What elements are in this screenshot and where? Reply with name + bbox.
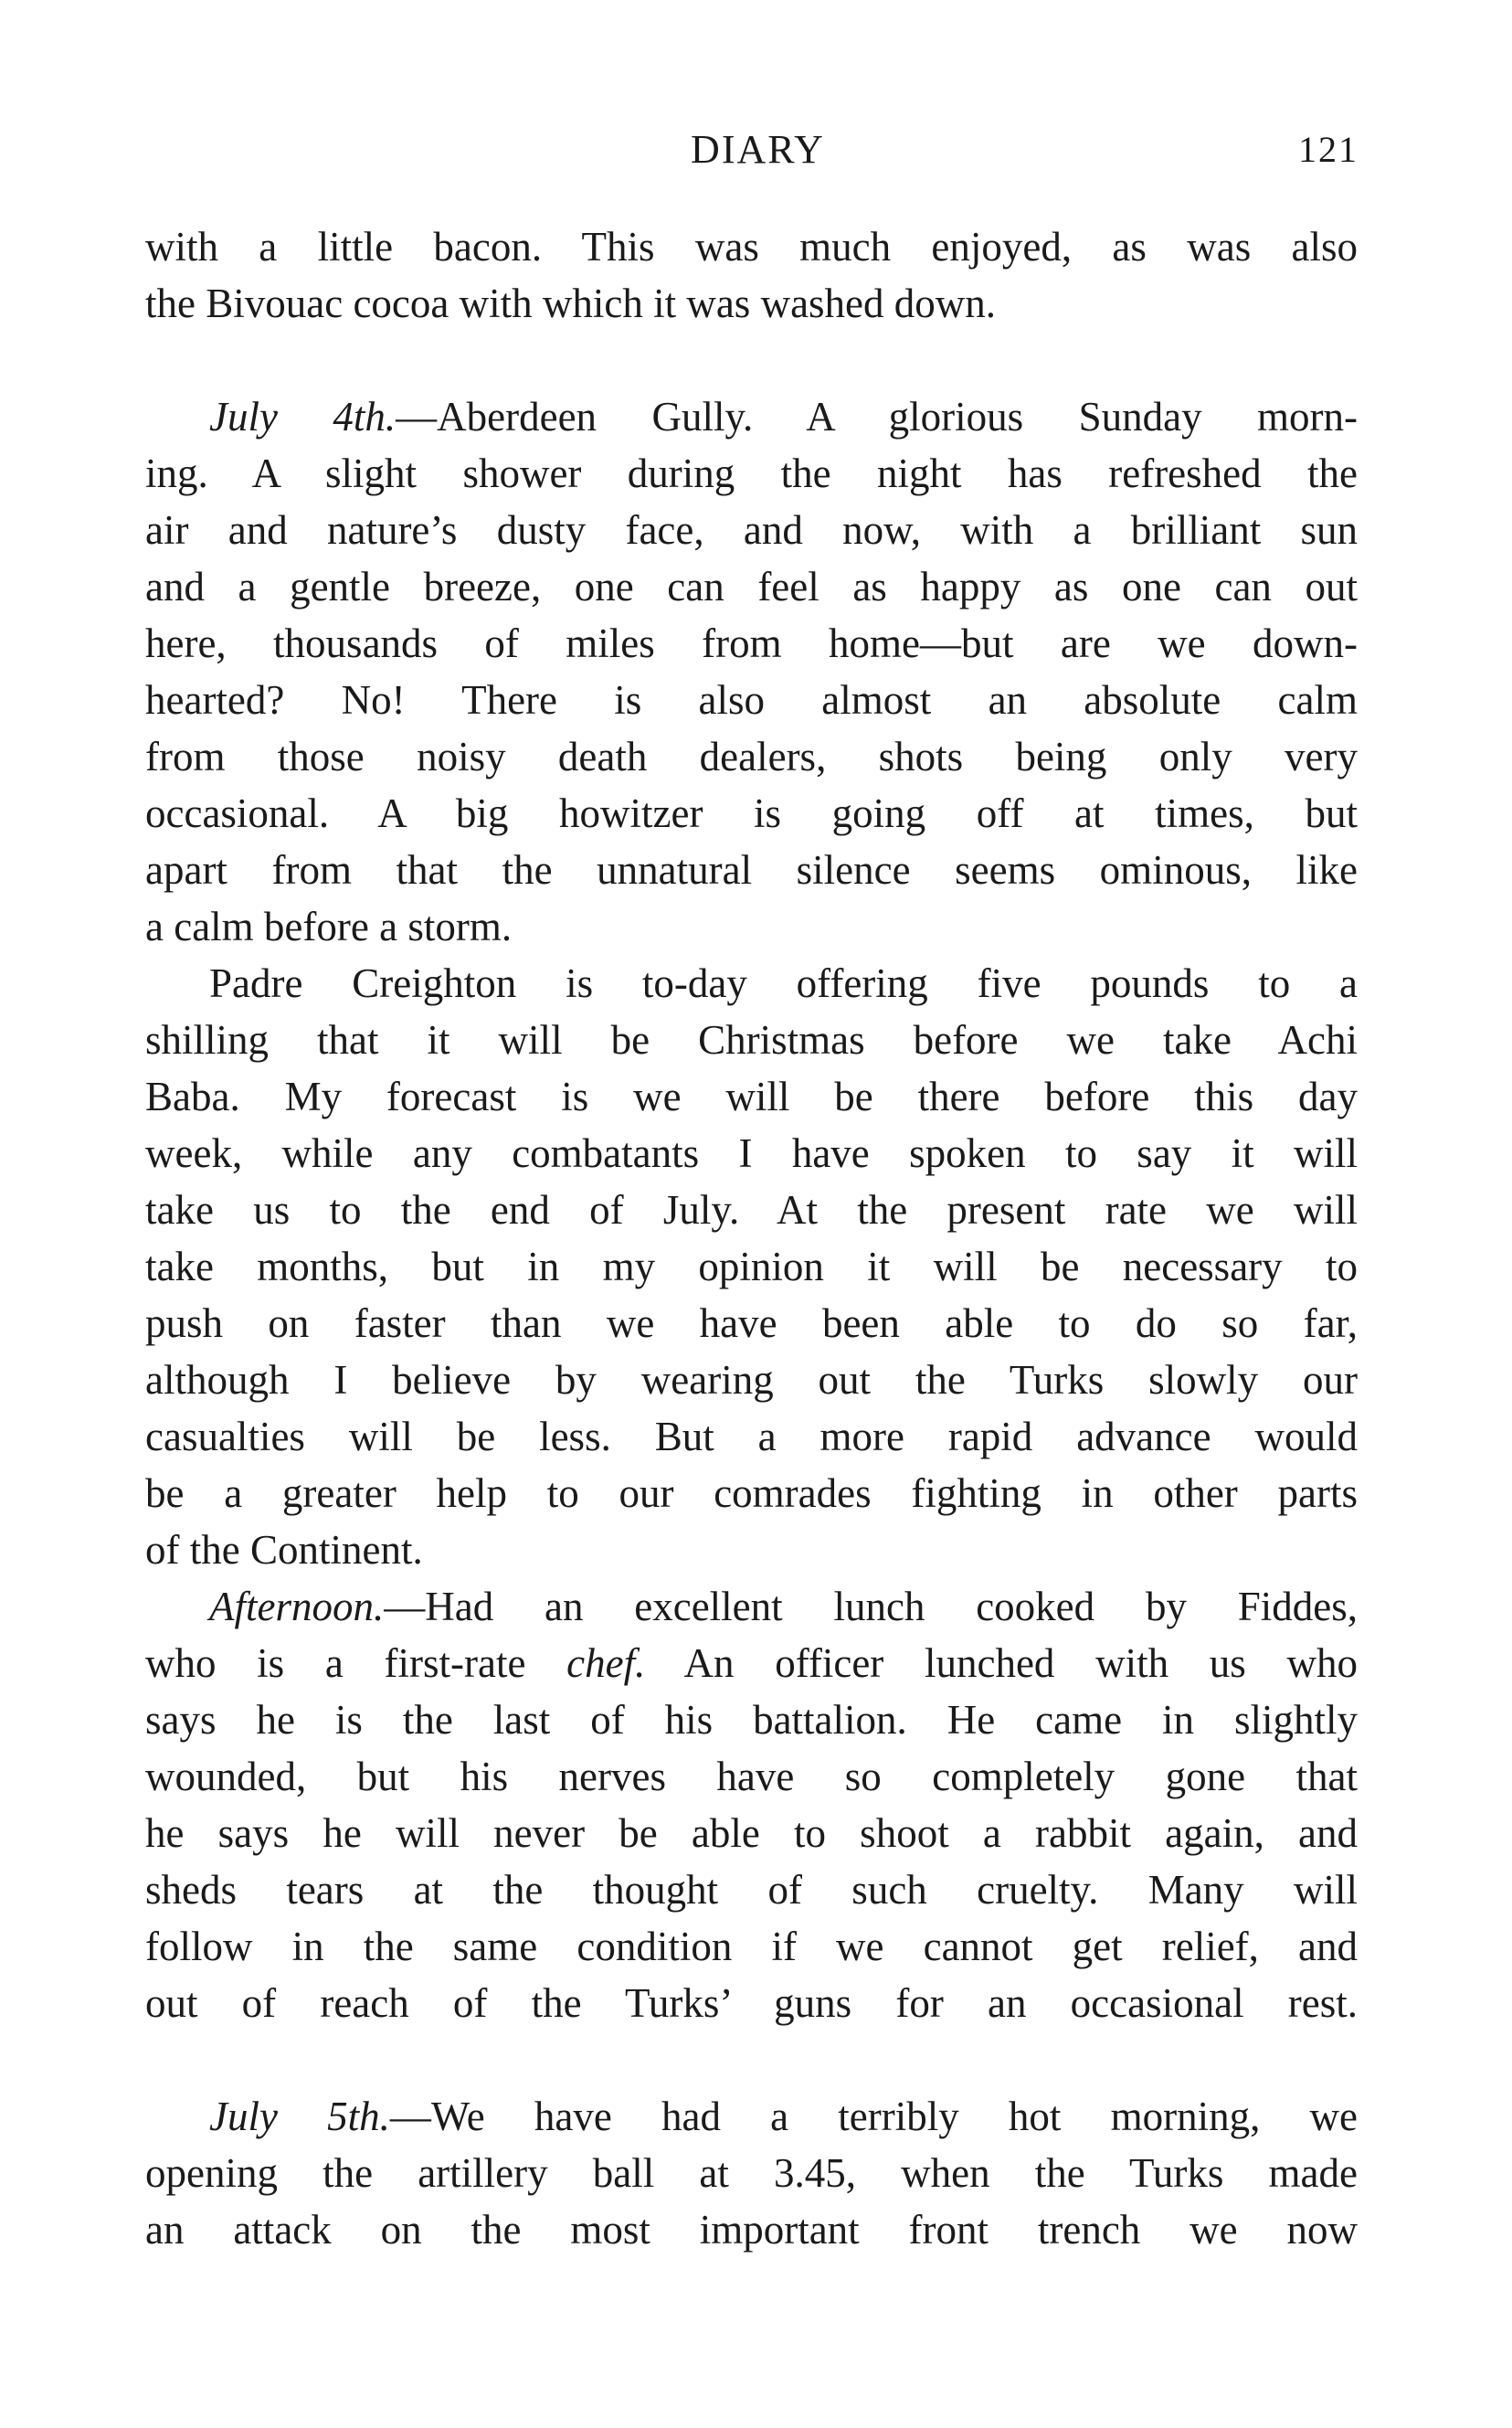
line-text: the Bivouac cocoa with which it was washed down. bbox=[145, 281, 997, 326]
line-text: from those noisy death dealers, shots being only very bbox=[145, 734, 1358, 779]
line-text: An officer lunched with us who bbox=[645, 1640, 1358, 1686]
line-text: —Aberdeen Gully. A glorious Sunday morn- bbox=[396, 394, 1359, 440]
line-text: although I believe by wearing out the Turks slowly our bbox=[145, 1357, 1358, 1403]
text-line bbox=[145, 955, 1358, 1012]
text-line bbox=[145, 1182, 1358, 1238]
text-line bbox=[145, 1352, 1358, 1408]
italic-text: Afternoon. bbox=[209, 1584, 385, 1629]
line-text: here, thousands of miles from home—but are we down- bbox=[145, 620, 1358, 666]
line-text: week, while any combatants I have spoken to say it will bbox=[145, 1130, 1358, 1176]
italic-text: July 4th. bbox=[209, 394, 397, 440]
line-text: apart from that the unnatural silence seems ominous, like bbox=[145, 847, 1358, 893]
text-line bbox=[145, 558, 1358, 615]
text-line bbox=[145, 1521, 1358, 1578]
line-text: follow in the same condition if we cannot get relief, and bbox=[145, 1924, 1358, 1969]
line-text: —Had an excellent lunch cooked by Fiddes, bbox=[384, 1584, 1358, 1629]
text-line bbox=[145, 615, 1358, 672]
running-head-title: DIARY bbox=[691, 127, 825, 172]
line-text: shilling that it will be Christmas before we take Achi bbox=[145, 1017, 1358, 1063]
line-text: push on faster than we have been able to do so far, bbox=[145, 1300, 1358, 1346]
text-line bbox=[145, 2201, 1358, 2258]
text-line bbox=[145, 1635, 1358, 1691]
blank-line bbox=[145, 2031, 1358, 2088]
italic-text: July 5th. bbox=[209, 2094, 390, 2139]
text-line bbox=[145, 1805, 1358, 1861]
line-text: with a little bacon. This was much enjoyed, as was also bbox=[145, 224, 1358, 270]
page-body-text bbox=[145, 218, 1358, 2258]
line-text: ing. A slight shower during the night has refreshed the bbox=[145, 451, 1358, 496]
text-line bbox=[145, 1012, 1358, 1068]
line-text: Baba. My forecast is we will be there before this day bbox=[145, 1074, 1358, 1119]
line-text: who is a first-rate bbox=[145, 1640, 567, 1686]
line-text: out of reach of the Turks’ guns for an occasional rest. bbox=[145, 1980, 1358, 2026]
line-text: sheds tears at the thought of such cruelty. Many will bbox=[145, 1867, 1358, 1913]
text-line bbox=[145, 1465, 1358, 1521]
text-line bbox=[145, 1861, 1358, 1918]
text-line bbox=[145, 1408, 1358, 1465]
line-text: —We have had a terribly hot morning, we bbox=[389, 2094, 1358, 2139]
text-line bbox=[145, 1748, 1358, 1805]
line-text: casualties will be less. But a more rapid advance would bbox=[145, 1414, 1358, 1459]
line-text: an attack on the most important front trench we now bbox=[145, 2207, 1358, 2253]
text-line bbox=[145, 275, 1358, 332]
line-text: wounded, but his nerves have so completely gone that bbox=[145, 1754, 1358, 1799]
line-text: take us to the end of July. At the present rate we will bbox=[145, 1187, 1358, 1233]
line-text: air and nature’s dusty face, and now, with a brilliant sun bbox=[145, 507, 1358, 553]
line-text: take months, but in my opinion it will be necessary to bbox=[145, 1244, 1358, 1289]
line-text: be a greater help to our comrades fighting in other parts bbox=[145, 1470, 1358, 1516]
text-line bbox=[145, 785, 1358, 842]
italic-text: chef. bbox=[566, 1640, 646, 1686]
text-line bbox=[145, 1125, 1358, 1182]
line-text: Padre Creighton is to-day offering five pounds to a bbox=[209, 960, 1358, 1006]
text-line bbox=[145, 2088, 1358, 2145]
text-line bbox=[145, 2145, 1358, 2201]
text-line bbox=[145, 502, 1358, 558]
text-line bbox=[145, 1295, 1358, 1352]
text-line bbox=[145, 445, 1358, 502]
line-text: he says he will never be able to shoot a rabbit again, and bbox=[145, 1810, 1358, 1856]
running-head bbox=[0, 126, 1512, 173]
blank-line bbox=[145, 332, 1358, 388]
text-line bbox=[145, 1578, 1358, 1635]
text-line bbox=[145, 388, 1358, 445]
line-text: and a gentle breeze, one can feel as happy as one can out bbox=[145, 564, 1358, 610]
text-line bbox=[145, 1918, 1358, 1975]
text-line bbox=[145, 842, 1358, 898]
text-line bbox=[145, 672, 1358, 728]
line-text: a calm before a storm. bbox=[145, 904, 513, 949]
line-text: occasional. A big howitzer is going off at times, but bbox=[145, 790, 1358, 836]
text-line bbox=[145, 218, 1358, 275]
line-text: opening the artillery ball at 3.45, when the Turks made bbox=[145, 2150, 1358, 2196]
text-line bbox=[145, 898, 1358, 955]
line-text: hearted? No! There is also almost an absolute calm bbox=[145, 677, 1358, 723]
text-line bbox=[145, 1068, 1358, 1125]
text-line bbox=[145, 1238, 1358, 1295]
text-line bbox=[145, 1691, 1358, 1748]
line-text: of the Continent. bbox=[145, 1527, 423, 1573]
line-text: says he is the last of his battalion. He came in slightly bbox=[145, 1697, 1358, 1743]
page-number: 121 bbox=[1298, 129, 1359, 170]
text-line bbox=[145, 728, 1358, 785]
text-line bbox=[145, 1975, 1358, 2031]
